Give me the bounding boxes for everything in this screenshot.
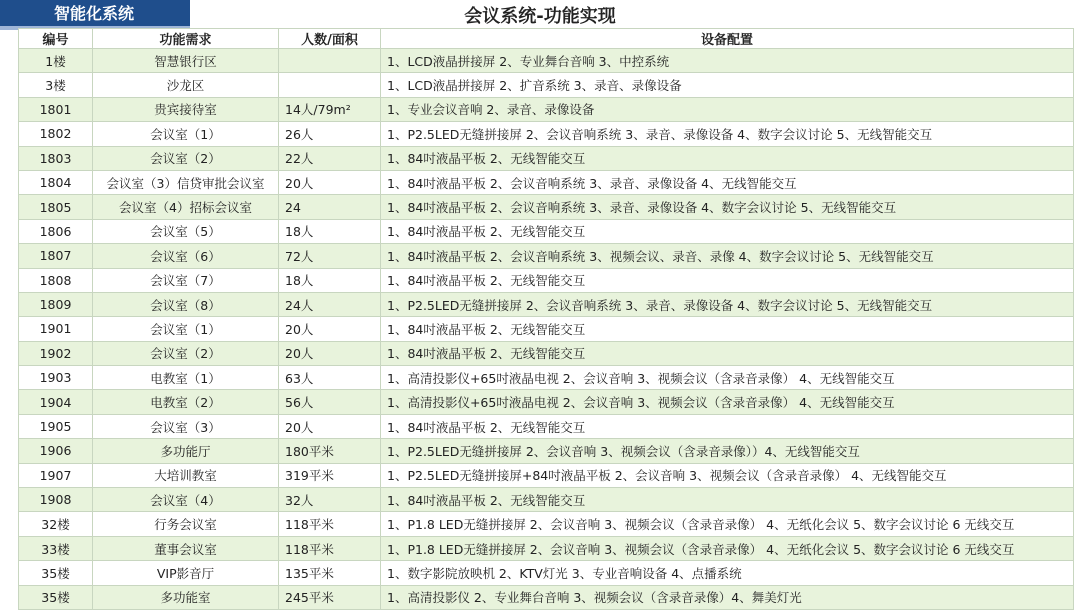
cell-equipment: 1、84吋液晶平板 2、会议音响系统 3、视频会议、录音、录像 4、数字会议讨论 5、无线智能交互 bbox=[381, 244, 1074, 268]
cell-function: 会议室（4）招标会议室 bbox=[93, 195, 279, 219]
table-row bbox=[19, 292, 1074, 316]
cell-equipment: 1、84吋液晶平板 2、无线智能交互 bbox=[381, 219, 1074, 243]
table-header-row bbox=[19, 29, 1074, 49]
cell-function: 会议室（3）信贷审批会议室 bbox=[93, 170, 279, 194]
cell-id: 1907 bbox=[19, 463, 93, 487]
table-row bbox=[19, 561, 1074, 585]
cell-function: 会议室（4） bbox=[93, 488, 279, 512]
cell-equipment: 1、高清投影仪+65吋液晶电视 2、会议音响 3、视频会议（含录音录像） 4、无线智能交互 bbox=[381, 390, 1074, 414]
table-row bbox=[19, 390, 1074, 414]
cell-capacity: 24人 bbox=[279, 292, 381, 316]
cell-equipment: 1、P1.8 LED无缝拼接屏 2、会议音响 3、视频会议（含录音录像） 4、无纸化会议 5、数字会议讨论 6 无线交互 bbox=[381, 512, 1074, 536]
cell-capacity: 24 bbox=[279, 195, 381, 219]
table-row bbox=[19, 146, 1074, 170]
cell-capacity: 118平米 bbox=[279, 536, 381, 560]
cell-capacity: 18人 bbox=[279, 268, 381, 292]
table-row bbox=[19, 317, 1074, 341]
cell-equipment: 1、高清投影仪 2、专业舞台音响 3、视频会议（含录音录像）4、舞美灯光 bbox=[381, 585, 1074, 609]
cell-equipment: 1、84吋液晶平板 2、无线智能交互 bbox=[381, 268, 1074, 292]
cell-function: 电教室（2） bbox=[93, 390, 279, 414]
cell-id: 1803 bbox=[19, 146, 93, 170]
cell-id: 1908 bbox=[19, 488, 93, 512]
cell-id: 1806 bbox=[19, 219, 93, 243]
cell-function: 会议室（1） bbox=[93, 122, 279, 146]
cell-id: 33楼 bbox=[19, 536, 93, 560]
cell-equipment: 1、84吋液晶平板 2、会议音响系统 3、录音、录像设备 4、无线智能交互 bbox=[381, 170, 1074, 194]
cell-equipment: 1、84吋液晶平板 2、无线智能交互 bbox=[381, 414, 1074, 438]
cell-equipment: 1、高清投影仪+65吋液晶电视 2、会议音响 3、视频会议（含录音录像） 4、无线智能交互 bbox=[381, 366, 1074, 390]
cell-capacity: 26人 bbox=[279, 122, 381, 146]
table-row bbox=[19, 219, 1074, 243]
table-row bbox=[19, 366, 1074, 390]
cell-id: 1906 bbox=[19, 439, 93, 463]
cell-id: 1903 bbox=[19, 366, 93, 390]
cell-id: 1904 bbox=[19, 390, 93, 414]
cell-id: 1805 bbox=[19, 195, 93, 219]
cell-capacity: 14人/79m² bbox=[279, 97, 381, 121]
cell-equipment: 1、84吋液晶平板 2、无线智能交互 bbox=[381, 488, 1074, 512]
table-body bbox=[19, 49, 1074, 610]
cell-function: 会议室（8） bbox=[93, 292, 279, 316]
cell-function: 会议室（7） bbox=[93, 268, 279, 292]
cell-equipment: 1、84吋液晶平板 2、无线智能交互 bbox=[381, 341, 1074, 365]
cell-capacity: 20人 bbox=[279, 317, 381, 341]
cell-equipment: 1、P1.8 LED无缝拼接屏 2、会议音响 3、视频会议（含录音录像） 4、无纸化会议 5、数字会议讨论 6 无线交互 bbox=[381, 536, 1074, 560]
cell-id: 1905 bbox=[19, 414, 93, 438]
cell-capacity: 32人 bbox=[279, 488, 381, 512]
cell-function: 会议室（3） bbox=[93, 414, 279, 438]
table-row bbox=[19, 585, 1074, 609]
table-row bbox=[19, 170, 1074, 194]
cell-function: 董事会议室 bbox=[93, 536, 279, 560]
page-title: 会议系统-功能实现 bbox=[464, 6, 616, 27]
cell-function: 会议室（5） bbox=[93, 219, 279, 243]
cell-function: 会议室（6） bbox=[93, 244, 279, 268]
column-header-function: 功能需求 bbox=[93, 29, 279, 49]
cell-equipment: 1、P2.5LED无缝拼接屏 2、会议音响系统 3、录音、录像设备 4、数字会议讨论 5、无线智能交互 bbox=[381, 122, 1074, 146]
cell-capacity: 180平米 bbox=[279, 439, 381, 463]
cell-capacity: 72人 bbox=[279, 244, 381, 268]
cell-equipment: 1、数字影院放映机 2、KTV灯光 3、专业音响设备 4、点播系统 bbox=[381, 561, 1074, 585]
cell-function: 多功能厅 bbox=[93, 439, 279, 463]
cell-id: 1804 bbox=[19, 170, 93, 194]
equipment-table bbox=[18, 28, 1074, 610]
column-header-equipment: 设备配置 bbox=[381, 29, 1074, 49]
cell-equipment: 1、84吋液晶平板 2、会议音响系统 3、录音、录像设备 4、数字会议讨论 5、无线智能交互 bbox=[381, 195, 1074, 219]
cell-capacity: 20人 bbox=[279, 170, 381, 194]
cell-function: 会议室（2） bbox=[93, 341, 279, 365]
table-row bbox=[19, 268, 1074, 292]
cell-id: 35楼 bbox=[19, 585, 93, 609]
cell-capacity: 135平米 bbox=[279, 561, 381, 585]
cell-id: 1楼 bbox=[19, 49, 93, 73]
cell-id: 1802 bbox=[19, 122, 93, 146]
table-row bbox=[19, 536, 1074, 560]
table-row bbox=[19, 512, 1074, 536]
cell-function: 会议室（1） bbox=[93, 317, 279, 341]
cell-function: 会议室（2） bbox=[93, 146, 279, 170]
cell-function: 沙龙区 bbox=[93, 73, 279, 97]
cell-capacity: 20人 bbox=[279, 414, 381, 438]
cell-function: 多功能室 bbox=[93, 585, 279, 609]
cell-id: 1807 bbox=[19, 244, 93, 268]
table-row bbox=[19, 122, 1074, 146]
cell-equipment: 1、84吋液晶平板 2、无线智能交互 bbox=[381, 146, 1074, 170]
table-row bbox=[19, 488, 1074, 512]
cell-capacity: 22人 bbox=[279, 146, 381, 170]
cell-function: 电教室（1） bbox=[93, 366, 279, 390]
cell-function: 大培训教室 bbox=[93, 463, 279, 487]
table-row bbox=[19, 439, 1074, 463]
cell-id: 1808 bbox=[19, 268, 93, 292]
cell-equipment: 1、84吋液晶平板 2、无线智能交互 bbox=[381, 317, 1074, 341]
table-row bbox=[19, 73, 1074, 97]
cell-capacity: 20人 bbox=[279, 341, 381, 365]
cell-id: 35楼 bbox=[19, 561, 93, 585]
cell-id: 3楼 bbox=[19, 73, 93, 97]
cell-equipment: 1、P2.5LED无缝拼接屏 2、会议音响系统 3、录音、录像设备 4、数字会议讨论 5、无线智能交互 bbox=[381, 292, 1074, 316]
cell-capacity: 63人 bbox=[279, 366, 381, 390]
cell-capacity: 56人 bbox=[279, 390, 381, 414]
table-row bbox=[19, 414, 1074, 438]
table-row bbox=[19, 49, 1074, 73]
table-row bbox=[19, 463, 1074, 487]
cell-equipment: 1、LCD液晶拼接屏 2、专业舞台音响 3、中控系统 bbox=[381, 49, 1074, 73]
column-header-capacity: 人数/面积 bbox=[279, 29, 381, 49]
cell-equipment: 1、P2.5LED无缝拼接屏 2、会议音响 3、视频会议（含录音录像））4、无线智能交互 bbox=[381, 439, 1074, 463]
cell-equipment: 1、LCD液晶拼接屏 2、扩音系统 3、录音、录像设备 bbox=[381, 73, 1074, 97]
cell-capacity: 18人 bbox=[279, 219, 381, 243]
cell-capacity bbox=[279, 49, 381, 73]
cell-capacity: 319平米 bbox=[279, 463, 381, 487]
section-badge: 智能化系统 bbox=[0, 0, 190, 28]
cell-function: 行务会议室 bbox=[93, 512, 279, 536]
cell-id: 1801 bbox=[19, 97, 93, 121]
cell-id: 1901 bbox=[19, 317, 93, 341]
table-row bbox=[19, 195, 1074, 219]
cell-function: 贵宾接待室 bbox=[93, 97, 279, 121]
cell-capacity: 118平米 bbox=[279, 512, 381, 536]
cell-capacity bbox=[279, 73, 381, 97]
cell-equipment: 1、P2.5LED无缝拼接屏+84吋液晶平板 2、会议音响 3、视频会议（含录音录像） 4、无线智能交互 bbox=[381, 463, 1074, 487]
column-header-id: 编号 bbox=[19, 29, 93, 49]
table-row bbox=[19, 341, 1074, 365]
cell-id: 32楼 bbox=[19, 512, 93, 536]
cell-capacity: 245平米 bbox=[279, 585, 381, 609]
table-row bbox=[19, 97, 1074, 121]
cell-function: VIP影音厅 bbox=[93, 561, 279, 585]
table-row bbox=[19, 244, 1074, 268]
cell-id: 1809 bbox=[19, 292, 93, 316]
cell-equipment: 1、专业会议音响 2、录音、录像设备 bbox=[381, 97, 1074, 121]
cell-id: 1902 bbox=[19, 341, 93, 365]
cell-function: 智慧银行区 bbox=[93, 49, 279, 73]
